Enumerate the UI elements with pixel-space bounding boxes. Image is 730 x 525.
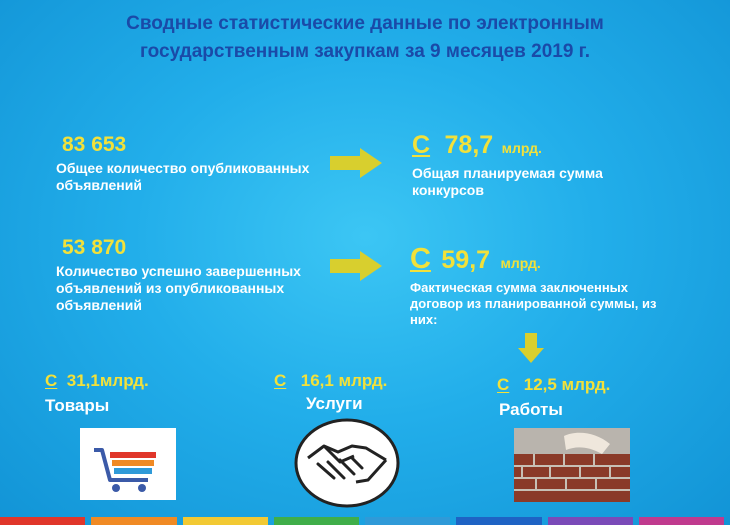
color-strip-segment xyxy=(183,517,268,525)
category-services-amount: 16,1 млрд. xyxy=(300,371,388,390)
stat-published-label: Общее количество опубликованных объявлений xyxy=(56,160,310,193)
color-strip-segment xyxy=(456,517,541,525)
sum-planned-unit: млрд. xyxy=(501,140,542,156)
right-arrow-icon xyxy=(330,148,382,178)
sum-planned-label: Общая планируемая сумма конкурсов xyxy=(412,165,603,198)
color-strip-segment xyxy=(0,517,85,525)
down-arrow-icon xyxy=(518,333,544,363)
category-works-amount-row xyxy=(497,375,610,395)
brick-wall-photo xyxy=(514,428,630,502)
color-strip-segment xyxy=(639,517,724,525)
color-strip xyxy=(0,517,730,525)
category-goods-name: Товары xyxy=(45,396,110,415)
sum-planned xyxy=(412,131,542,160)
sum-planned-amount: 78,7 xyxy=(444,131,494,159)
category-works-amount: 12,5 млрд. xyxy=(523,375,611,394)
right-arrow-icon xyxy=(330,251,382,281)
cart-image xyxy=(80,428,176,500)
color-strip-segment xyxy=(274,517,359,525)
color-strip-segment xyxy=(365,517,450,525)
currency-symbol: С xyxy=(45,371,58,390)
page-title: Сводные статистические данные по электронным государственным закупкам за 9 месяцев 2019 г. xyxy=(126,13,604,62)
color-strip-segment xyxy=(548,517,633,525)
stat-published-count: 83 653 xyxy=(62,133,127,156)
color-strip-segment xyxy=(91,517,176,525)
currency-symbol: С xyxy=(412,131,431,159)
currency-symbol: С xyxy=(497,375,510,394)
category-goods-amount: 31,1млрд. xyxy=(66,371,149,390)
stat-completed-label: Количество успешно завершенных объявлений из опубликованных объявлений xyxy=(56,263,301,313)
shopping-cart-icon xyxy=(80,428,176,500)
category-services-amount-row xyxy=(274,371,387,391)
sum-actual-unit: млрд. xyxy=(500,255,541,271)
sum-actual-amount: 59,7 xyxy=(441,246,491,274)
currency-symbol: С xyxy=(274,371,287,390)
category-goods-amount-row xyxy=(45,371,149,391)
sum-actual-label: Фактическая сумма заключенных договор из планированной суммы, из них: xyxy=(410,280,657,327)
handshake-icon xyxy=(294,418,400,508)
stat-completed-count: 53 870 xyxy=(62,236,127,259)
currency-symbol: С xyxy=(410,243,431,275)
sum-actual xyxy=(410,243,541,276)
category-services-name: Услуги xyxy=(306,394,363,413)
category-works-name: Работы xyxy=(499,400,563,419)
